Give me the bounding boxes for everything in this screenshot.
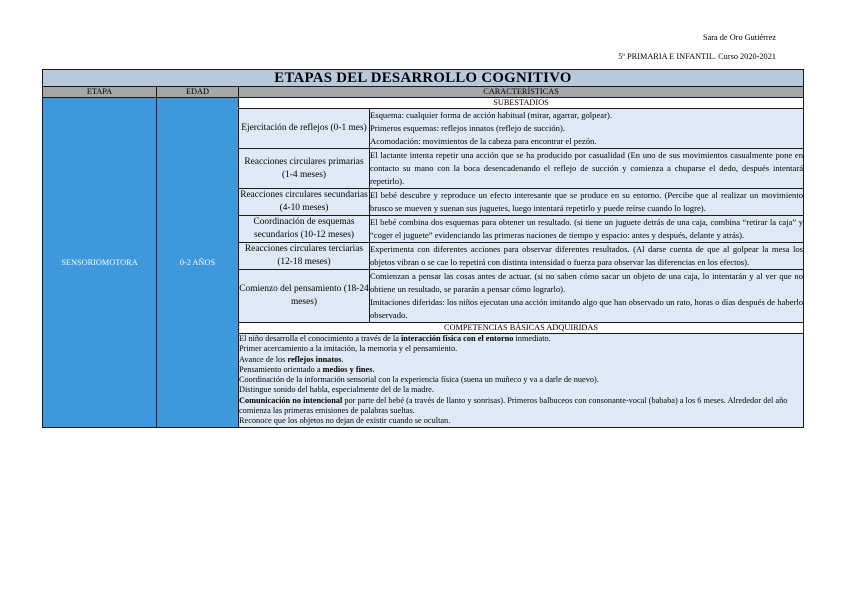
competencia-item: Pensamiento orientado a medios y fines. — [239, 364, 375, 374]
table-title: ETAPAS DEL DESARROLLO COGNITIVO — [43, 70, 804, 87]
substage-name: Coordinación de esquemas secundarios (10-12 meses) — [239, 216, 370, 243]
competencias-header: COMPETENCIAS BÁSICAS ADQUIRIDAS — [239, 323, 804, 334]
subestadios-header: SUBESTADIOS — [239, 98, 804, 109]
substage-description — [370, 270, 804, 323]
competencia-item: Avance de los reflejos innatos. — [239, 354, 344, 364]
description-line: Esquema: cualquier forma de acción habitual (mirar, agarrar, golpear). — [370, 110, 612, 120]
description-line: El bebé combina dos esquemas para obtener un resultado. (si tiene un juguete detrás de una caja, combina “retirar la caja” y “coger el juguete” evidenciando las primeras naciones de tiempo y espacio: antes y después, delante y atrás). — [370, 217, 804, 240]
stage-cell: SENSORIOMOTORA — [43, 98, 157, 428]
substage-name: Comienzo del pensamiento (18-24 meses) — [239, 270, 370, 323]
course-label: 5º PRIMARIA E INFANTIL. Curso 2020-2021 — [618, 52, 776, 61]
competencia-item: El niño desarrolla el conocimiento a través de la interacción física con el entorno inmediato. — [239, 334, 551, 343]
competencia-item: Distingue sonido del habla, especialmente del de la madre. — [239, 385, 434, 395]
description-line: Primeros esquemas: reflejos innatos (reflejo de succión). — [370, 123, 565, 133]
description-line: El lactante intenta repetir una acción que se ha producido por casualidad (En uno de sus movimientos casualmente pone en contacto su mano con la boca desencadenando el reflejo de succión y comienza a chuparse el dedo, después intentará repetirlo). — [370, 150, 804, 186]
substage-description — [370, 189, 804, 216]
substage-name: Reacciones circulares terciarias (12-18 meses) — [239, 243, 370, 270]
competencia-item: Comunicación no intencional por parte del bebé (a través de llanto y sonrisas). Primeros balbuceos con consonante-vocal (bababa) a los 6 meses. Alrededor del año comienza las primeras emisiones de palabras sueltas. — [239, 395, 788, 416]
description-line: Comienzan a pensar las cosas antes de actuar. (si no saben cómo sacar un objeto de una caja, lo intentarán y al ver que no obtiene un resultado, se pararán a pensar cómo lograrlo). — [370, 271, 804, 294]
substage-description — [370, 109, 804, 149]
description-line: El bebé descubre y reproduce un efecto interesante que se produce en su entorno. (Percibe que al realizar un movimiento brusco se mueven y suenan sus juguetes, luego intentará repetirlo y puede reírse cuando lo logre). — [370, 190, 804, 213]
age-cell: 0-2 AÑOS — [157, 98, 239, 428]
substage-description — [370, 243, 804, 270]
cognitive-development-table — [42, 69, 804, 428]
competencia-item: Coordinación de la información sensorial con la experiencia física (suena un muñeco y va a darle de nuevo). — [239, 375, 599, 385]
column-header-etapa: ETAPA — [43, 87, 157, 98]
substage-name: Reacciones circulares secundarias (4-10 meses) — [239, 189, 370, 216]
column-header-edad: EDAD — [157, 87, 239, 98]
author-name: Sara de Oro Gutiérrez — [702, 33, 776, 42]
description-line: Imitaciones diferidas: los niños ejecutan una acción imitando algo que han observado un rato, horas o días después de haberlo observado. — [370, 297, 804, 320]
substage-description — [370, 149, 804, 189]
competencias-list — [239, 334, 804, 428]
substage-name: Ejercitación de reflejos (0-1 mes) — [239, 109, 370, 149]
column-header-caracteristicas: CARACTERÍSTICAS — [239, 87, 804, 98]
competencia-item: Reconoce que los objetos no dejan de existir cuando se ocultan. — [239, 416, 451, 426]
substage-name: Reacciones circulares primarias (1-4 meses) — [239, 149, 370, 189]
competencia-item: Primer acercamiento a la imitación, la memoria y el pensamiento. — [239, 344, 458, 354]
substage-description — [370, 216, 804, 243]
description-line: Experimenta con diferentes acciones para observar diferentes resultados. (Al darse cuenta de que al golpear la mesa los objetos vibran o se cae lo repetirá con distinta intensidad o fuerza para observar las diferencias en los efectos). — [370, 244, 804, 267]
description-line: Acomodación: movimientos de la cabeza para encontrar el pezón. — [370, 136, 597, 146]
